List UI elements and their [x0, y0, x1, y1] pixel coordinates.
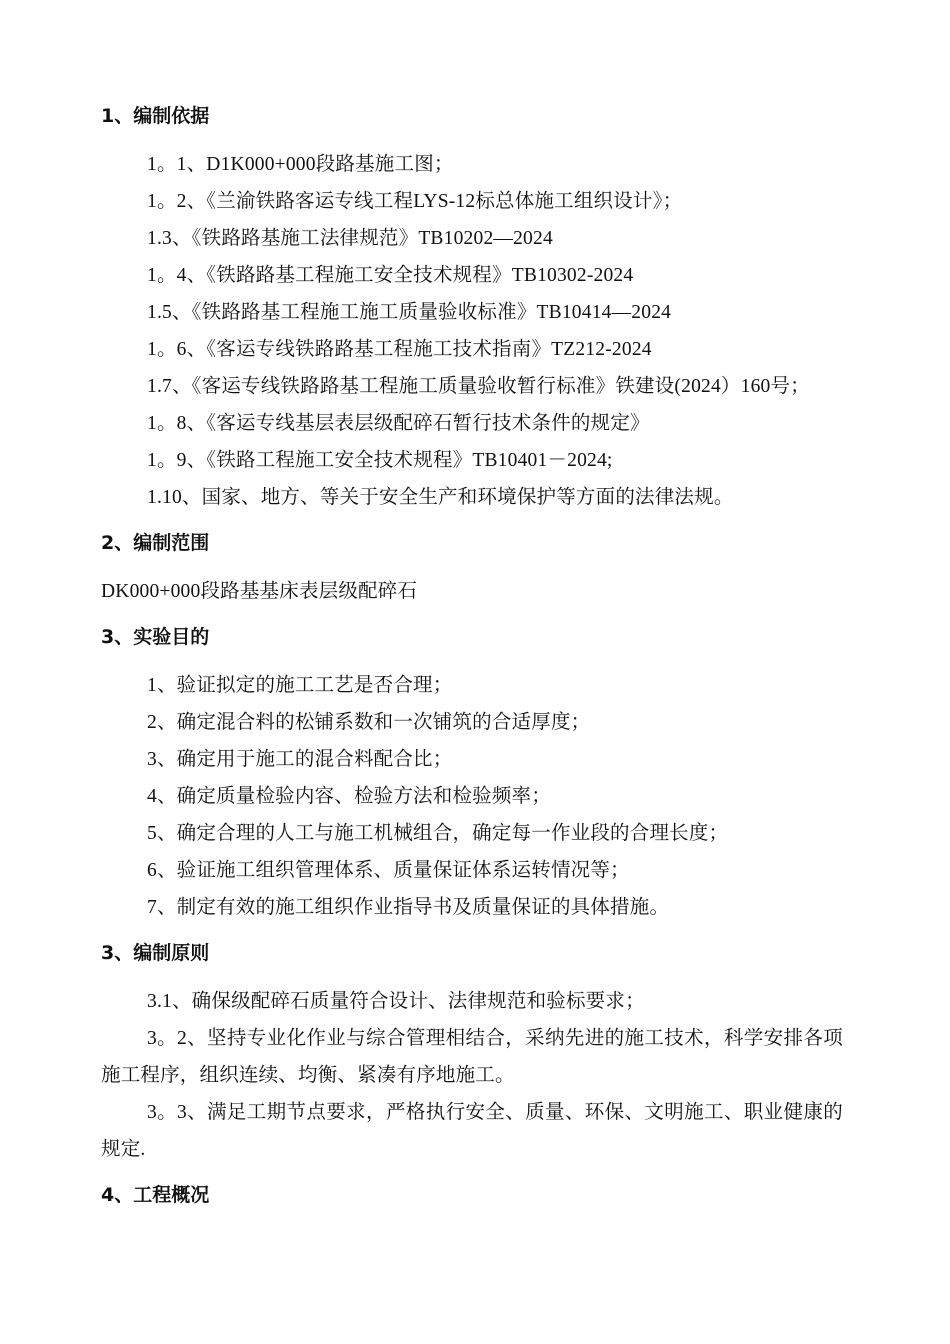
list-item: 6、验证施工组织管理体系、质量保证体系运转情况等；: [147, 860, 630, 881]
list-item: 1.5、《铁路路基工程施工施工质量验收标准》TB10414—2024: [147, 302, 672, 323]
list-item: 4、确定质量检验内容、检验方法和检验频率；: [147, 786, 551, 807]
section-heading-principles: 3、编制原则: [101, 942, 210, 964]
list-item: 3。2、坚持专业化作业与综合管理相结合，采纳先进的施工技术，科学安排各项施工程序，组织连续、均衡、紧凑有序地施工。: [101, 1028, 843, 1086]
list-item: 1.10、国家、地方、等关于安全生产和环境保护等方面的法律法规。: [147, 487, 734, 508]
section-heading-overview: 4、工程概况: [101, 1184, 210, 1206]
list-item: 1。2、《兰渝铁路客运专线工程LYS-12标总体施工组织设计》；: [147, 191, 683, 212]
list-item: 3、确定用于施工的混合料配合比；: [147, 749, 453, 770]
list-item: 1。1、D1K000+000段路基施工图；: [147, 154, 454, 175]
list-item: 1。9、《铁路工程施工安全技术规程》TB10401－2024;: [147, 450, 613, 471]
list-item: 3.1、确保级配碎石质量符合设计、法律规范和验标要求；: [147, 991, 645, 1012]
list-item: 1.7、《客运专线铁路路基工程施工质量验收暂行标准》铁建设(2024）160号；: [147, 376, 810, 397]
list-item: 7、制定有效的施工组织作业指导书及质量保证的具体措施。: [147, 897, 670, 918]
section-heading-purpose: 3、实验目的: [101, 626, 210, 648]
list-item: 1。8、《客运专线基层表层级配碎石暂行技术条件的规定》: [147, 413, 650, 434]
section-heading-scope: 2、编制范围: [101, 532, 210, 554]
document-page: [101, 98, 843, 1213]
list-item: 1。6、《客运专线铁路路基工程施工技术指南》TZ212-2024: [147, 339, 652, 360]
list-item: 3。3、满足工期节点要求，严格执行安全、质量、环保、文明施工、职业健康的规定.: [101, 1102, 843, 1160]
section-heading-basis: 1、编制依据: [101, 105, 210, 127]
list-item: 2、确定混合料的松铺系数和一次铺筑的合适厚度；: [147, 712, 591, 733]
list-item: 1、验证拟定的施工工艺是否合理；: [147, 675, 453, 696]
list-item: 5、确定合理的人工与施工机械组合，确定每一作业段的合理长度；: [147, 823, 729, 844]
list-item: 1.3、《铁路路基施工法律规范》TB10202—2024: [147, 228, 553, 249]
scope-text: DK000+000段路基基床表层级配碎石: [101, 581, 418, 602]
list-item: 1。4、《铁路路基工程施工安全技术规程》TB10302-2024: [147, 265, 634, 286]
